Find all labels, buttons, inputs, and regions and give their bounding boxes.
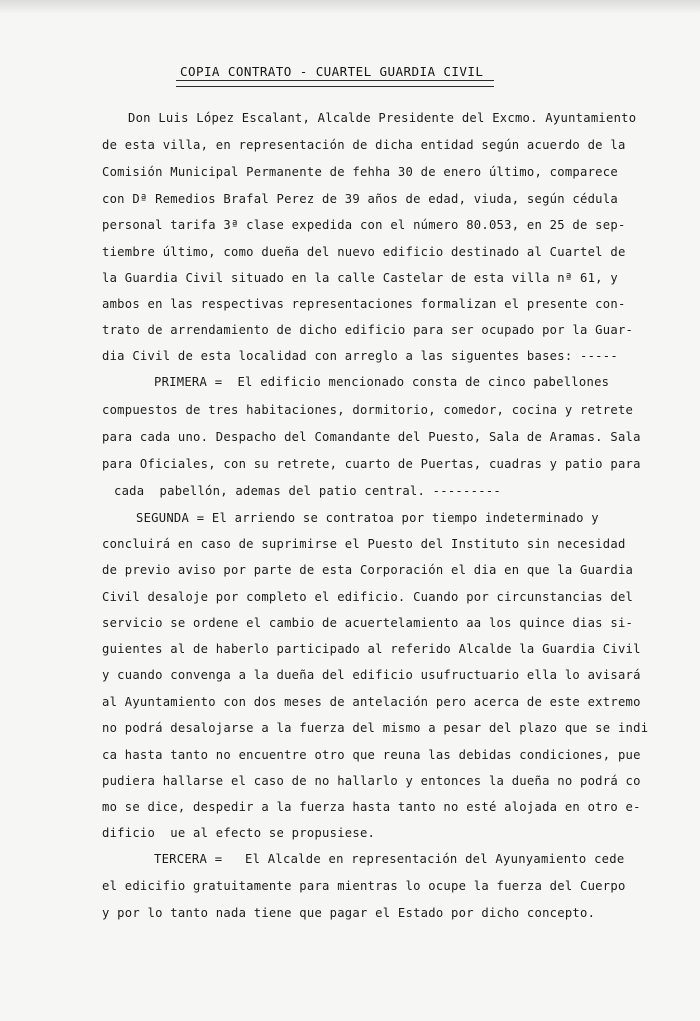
text-line-6: tiembre último, como dueña del nuevo edificio destinado al Cuartel de (102, 245, 626, 259)
text-line-10: dia Civil de esta localidad con arreglo a las siguentes bases: ----- (102, 349, 618, 363)
text-line-11: PRIMERA = El edificio mencionado consta de cinco pabellones (154, 375, 610, 389)
text-line-30: el edicifio gratuitamente para mientras lo ocupe la fuerza del Cuerpo (102, 879, 626, 893)
text-line-24: no podrá desalojarse a la fuerza del mismo a pesar del plazo que se indi (102, 721, 649, 735)
document-title: COPIA CONTRATO - CUARTEL GUARDIA CIVIL (180, 64, 484, 79)
text-line-4: con Dª Remedios Brafal Perez de 39 años de edad, viuda, según cédula (102, 192, 618, 206)
text-line-14: para Oficiales, con su retrete, cuarto de Puertas, cuadras y patio para (102, 457, 641, 471)
text-line-16: SEGUNDA = El arriendo se contratoa por tiempo indeterminado y (136, 511, 599, 525)
text-line-2: de esta villa, en representación de dicha entidad según acuerdo de la (102, 138, 626, 152)
text-line-3: Comisión Municipal Permanente de fehha 30 de enero último, comparece (102, 165, 618, 179)
text-line-8: ambos en las respectivas representaciones formalizan el presente con- (102, 297, 626, 311)
text-line-31: y por lo tanto nada tiene que pagar el Estado por dicho concepto. (102, 906, 596, 920)
text-line-28: dificio ue al efecto se propusiese. (102, 826, 376, 840)
text-line-25: ca hasta tanto no encuentre otro que reuna las debidas condiciones, pue (102, 748, 641, 762)
text-line-22: y cuando convenga a la dueña del edificio usufructuario ella lo avisará (102, 668, 641, 682)
text-line-7: la Guardia Civil situado en la calle Castelar de esta villa nª 61, y (102, 271, 618, 285)
text-line-23: al Ayuntamiento con dos meses de antelación pero acerca de este extremo (102, 695, 641, 709)
text-line-29: TERCERA = El Alcalde en representación del Ayunyamiento cede (154, 852, 625, 866)
text-line-19: Civil desaloje por completo el edificio. Cuando por circunstancias del (102, 590, 634, 604)
text-line-15: cada pabellón, ademas del patio central. --------- (114, 484, 501, 498)
text-line-17: concluirá en caso de suprimirse el Puesto del Instituto sin necesidad (102, 537, 626, 551)
scan-edge-shadow (0, 0, 700, 14)
text-line-5: personal tarifa 3ª clase expedida con el número 80.053, en 25 de sep- (102, 218, 626, 232)
text-line-21: guientes al de haberlo participado al referido Alcalde la Guardia Civil (102, 642, 641, 656)
text-line-9: trato de arrendamiento de dicho edificio para ser ocupado por la Guar- (102, 323, 634, 337)
text-line-26: pudiera hallarse el caso de no hallarlo y entonces la dueña no podrá co (102, 774, 641, 788)
text-line-18: de previo aviso por parte de esta Corporación el dia en que la Guardia (102, 563, 634, 577)
text-line-12: compuestos de tres habitaciones, dormitorio, comedor, cocina y retrete (102, 403, 634, 417)
text-line-1: Don Luis López Escalant, Alcalde Presidente del Excmo. Ayuntamiento (128, 111, 637, 125)
text-line-13: para cada uno. Despacho del Comandante del Puesto, Sala de Aramas. Sala (102, 430, 641, 444)
text-line-27: mo se dice, despedir a la fuerza hasta tanto no esté alojada en otro e- (102, 800, 641, 814)
text-line-20: servicio se ordene el cambio de acuertelamiento aa los quince dias si- (102, 616, 634, 630)
title-double-underline (176, 80, 494, 87)
